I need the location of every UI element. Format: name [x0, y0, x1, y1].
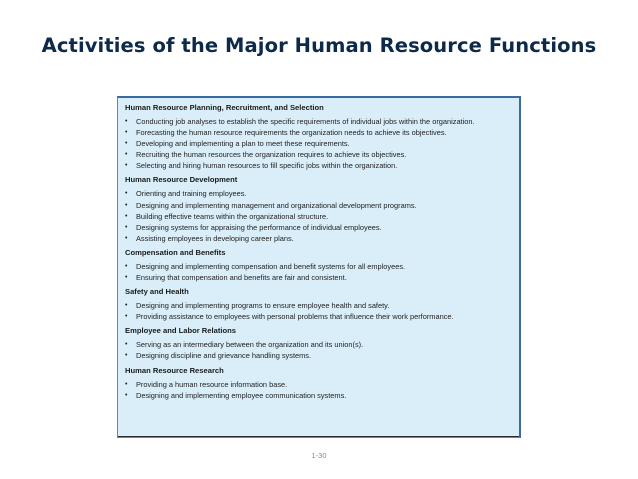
hr-functions-table — [117, 96, 521, 438]
bullet-icon: • — [125, 341, 128, 349]
section-heading: Human Resource Development — [125, 175, 238, 185]
table-content — [125, 102, 517, 401]
section-items — [125, 339, 517, 361]
bullet-icon: • — [125, 302, 128, 310]
list-item — [125, 379, 517, 390]
section — [125, 247, 517, 283]
section-items — [125, 116, 517, 171]
list-item-text: Providing a human resource information base. — [136, 379, 288, 389]
section-items — [125, 300, 517, 322]
page-number: 1-30 — [311, 451, 327, 460]
bullet-icon: • — [125, 352, 128, 360]
slide-title — [40, 31, 598, 60]
section — [125, 102, 517, 171]
list-item-text: Designing and implementing compensation and benefit systems for all employees. — [136, 261, 406, 271]
bullet-icon: • — [125, 274, 128, 282]
bullet-icon: • — [125, 190, 128, 198]
bullet-icon: • — [125, 140, 128, 148]
list-item-text: Assisting employees in developing career plans. — [136, 233, 294, 243]
list-item — [125, 300, 517, 311]
section — [125, 325, 517, 361]
list-item-text: Designing and implementing employee communication systems. — [136, 390, 347, 400]
bullet-icon: • — [125, 212, 128, 220]
bullet-icon: • — [125, 129, 128, 137]
list-item-text: Conducting job analyses to establish the specific requirements of individual jobs within the organization. — [136, 117, 475, 126]
list-item — [125, 311, 517, 322]
list-item-text: Forecasting the human resource requirements the organization needs to achieve its objectives. — [136, 128, 447, 138]
list-item — [125, 127, 517, 138]
section-items — [125, 379, 517, 401]
bullet-icon: • — [125, 151, 128, 159]
section-heading: Human Resource Planning, Recruitment, and Selection — [125, 103, 324, 112]
list-item-text: Designing systems for appraising the performance of individual employees. — [136, 222, 382, 232]
list-item-text: Selecting and hiring human resources to fill specific jobs within the organization. — [136, 161, 398, 171]
list-item-text: Ensuring that compensation and benefits are fair and consistent. — [136, 273, 347, 283]
section — [125, 365, 517, 401]
bullet-icon: • — [125, 234, 128, 242]
slide-title-text: Activities of the Major Human Resource Functions — [41, 34, 597, 57]
list-item — [125, 138, 517, 149]
section-heading: Compensation and Benefits — [125, 247, 226, 257]
list-item-text: Designing and implementing programs to ensure employee health and safety. — [136, 301, 390, 311]
list-item-text: Serving as an intermediary between the organization and its union(s). — [136, 340, 364, 350]
bullet-icon: • — [125, 162, 128, 170]
list-item — [125, 390, 517, 401]
bullet-icon: • — [125, 262, 128, 270]
bullet-icon: • — [125, 313, 128, 321]
list-item — [125, 233, 517, 244]
section — [125, 174, 517, 243]
list-item — [125, 350, 517, 361]
section-heading: Safety and Health — [125, 287, 189, 297]
table-bottom-rule — [118, 436, 519, 437]
list-item-text: Providing assistance to employees with personal problems that influence their work performance. — [136, 312, 454, 322]
list-item — [125, 160, 517, 171]
list-item — [125, 188, 517, 199]
list-item-text: Orienting and training employees. — [136, 189, 247, 199]
list-item — [125, 222, 517, 233]
list-item — [125, 200, 517, 211]
list-item — [125, 339, 517, 350]
section-heading: Employee and Labor Relations — [125, 326, 236, 336]
bullet-icon: • — [125, 223, 128, 231]
list-item-text: Designing and implementing management and organizational development programs. — [136, 200, 417, 210]
list-item-text: Building effective teams within the organizational structure. — [136, 211, 329, 221]
list-item-text: Designing discipline and grievance handling systems. — [136, 351, 312, 361]
bullet-icon: • — [125, 201, 128, 209]
section-items — [125, 188, 517, 243]
list-item — [125, 116, 517, 127]
bullet-icon: • — [125, 391, 128, 399]
list-item — [125, 261, 517, 272]
section-items — [125, 261, 517, 283]
section — [125, 286, 517, 322]
list-item — [125, 272, 517, 283]
section-heading: Human Resource Research — [125, 365, 224, 375]
list-item — [125, 149, 517, 160]
bullet-icon: • — [125, 380, 128, 388]
list-item-text: Recruiting the human resources the organization requires to achieve its objectives. — [136, 150, 407, 160]
list-item-text: Developing and implementing a plan to meet these requirements. — [136, 139, 350, 149]
bullet-icon: • — [125, 118, 128, 125]
list-item — [125, 211, 517, 222]
